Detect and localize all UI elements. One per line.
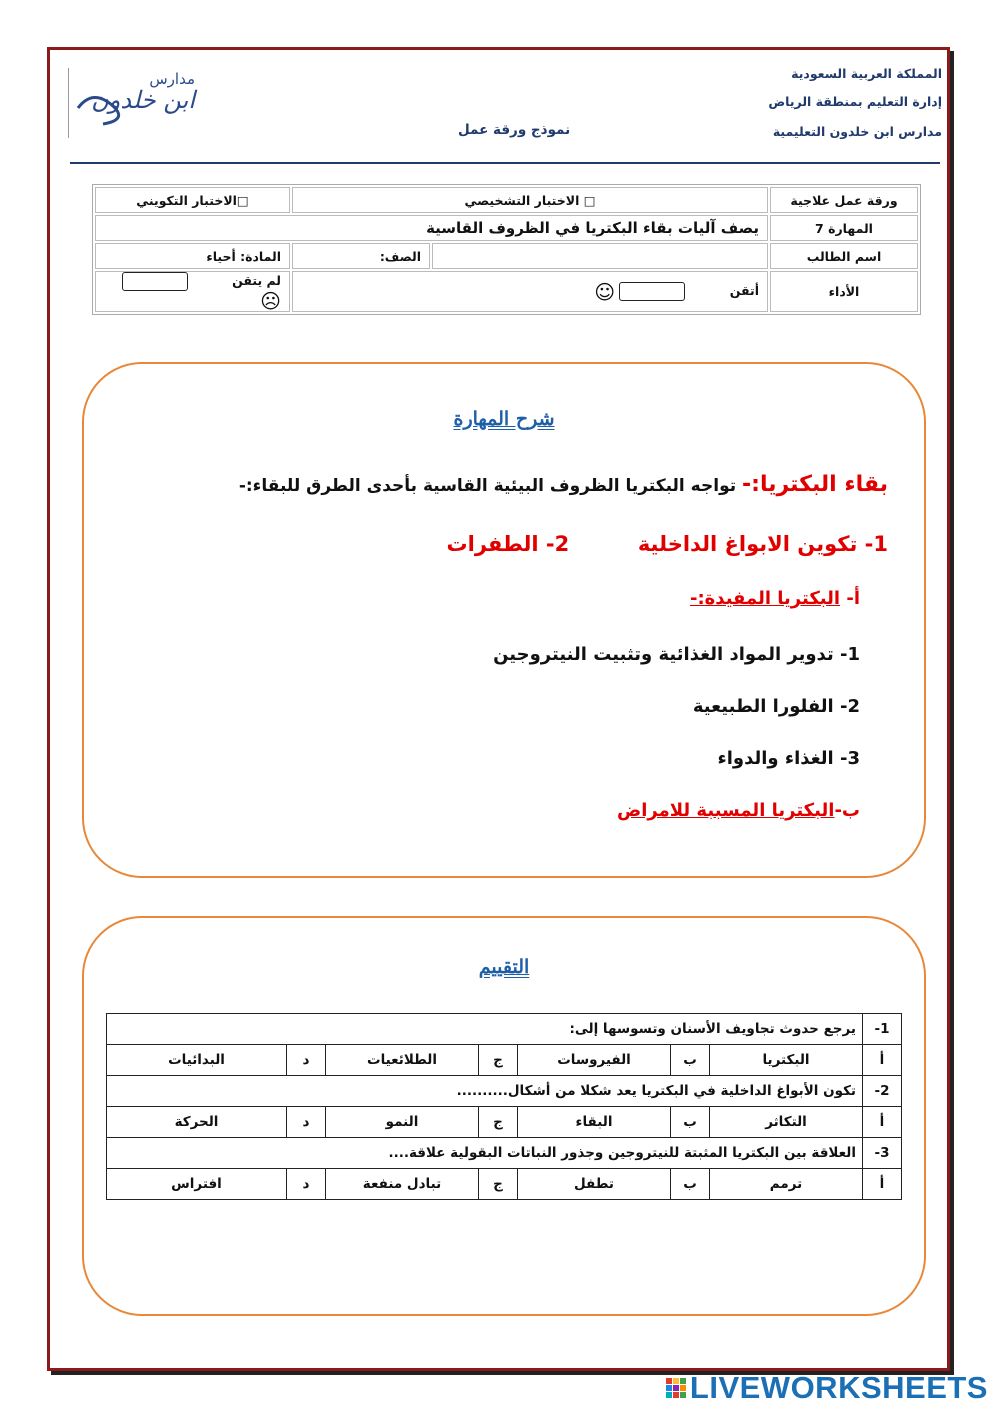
admin-text: إدارة التعليم بمنطقة الرياض xyxy=(768,94,942,109)
mastered-cell: أتقن ☺ xyxy=(292,271,768,312)
doc-title: نموذج ورقة عمل xyxy=(458,122,571,138)
explanation-title: شرح المهارة xyxy=(453,408,555,430)
option-letter: ب xyxy=(671,1169,710,1200)
student-label: اسم الطالب xyxy=(770,243,918,269)
method-2: 2- الطفرات xyxy=(446,532,570,556)
option-letter: د xyxy=(287,1045,326,1076)
option-letter: ج xyxy=(479,1045,518,1076)
question-number: 3- xyxy=(863,1138,902,1169)
beneficial-item-1: 1- تدوير المواد الغذائية وتثبيت النيتروجين xyxy=(493,644,860,665)
school-logo xyxy=(68,68,203,138)
liveworksheets-logo-icon xyxy=(666,1378,686,1398)
question-text: العلاقة بين البكتريا المثبتة للنيتروجين وجذور النباتات البقولية علاقة.... xyxy=(107,1138,863,1169)
diagnostic-option[interactable]: □ الاختبار التشخيصي xyxy=(292,187,768,213)
schools-text: مدارس ابن خلدون التعليمية xyxy=(772,124,942,139)
methods-line xyxy=(447,532,888,556)
formative-option[interactable]: □الاختبار التكويني xyxy=(95,187,290,213)
question-row xyxy=(107,1014,902,1045)
intro-text: تواجه البكتريا الظروف البيئية القاسية بأحدى الطرق للبقاء:- xyxy=(238,476,743,496)
option-c[interactable]: النمو xyxy=(326,1107,479,1138)
option-letter: د xyxy=(287,1107,326,1138)
option-d[interactable]: الحركة xyxy=(107,1107,287,1138)
option-letter: أ xyxy=(863,1107,902,1138)
option-a[interactable]: التكاثر xyxy=(710,1107,863,1138)
performance-label: الأداء xyxy=(770,271,918,312)
option-letter: أ xyxy=(863,1169,902,1200)
question-text: يرجع حدوث تجاويف الأسنان وتسوسها إلى: xyxy=(107,1014,863,1045)
beneficial-heading: أ- البكتريا المفيدة:- xyxy=(690,588,860,609)
beneficial-item-3: 3- الغذاء والدواء xyxy=(717,748,860,769)
info-table xyxy=(92,184,921,315)
not-mastered-cell: لم يتقن ☹ xyxy=(95,271,290,312)
intro-head: بقاء البكتريا:- xyxy=(742,472,888,497)
options-row xyxy=(107,1169,902,1200)
option-a[interactable]: ترمم xyxy=(710,1169,863,1200)
kingdom-text: المملكة العربية السعودية xyxy=(791,66,942,81)
sad-face-icon: ☹ xyxy=(260,289,281,313)
liveworksheets-brand xyxy=(666,1370,988,1406)
skill-label: المهارة 7 xyxy=(770,215,918,241)
option-c[interactable]: تبادل منفعة xyxy=(326,1169,479,1200)
evaluation-title: التقييم xyxy=(478,956,530,978)
question-row xyxy=(107,1138,902,1169)
explanation-panel xyxy=(82,362,926,878)
harmful-heading: ب-البكتريا المسببة للامراض xyxy=(617,800,860,821)
worksheet-type: ورقة عمل علاجية xyxy=(770,187,918,213)
logo-swoosh-icon xyxy=(73,88,133,128)
option-letter: ب xyxy=(671,1045,710,1076)
method-1: 1- تكوين الابواغ الداخلية xyxy=(637,532,888,556)
option-d[interactable]: البدائيات xyxy=(107,1045,287,1076)
option-c[interactable]: الطلائعيات xyxy=(326,1045,479,1076)
option-a[interactable]: البكتريا xyxy=(710,1045,863,1076)
option-b[interactable]: الفيروسات xyxy=(518,1045,671,1076)
logo-line2: ابن خلدون xyxy=(91,86,195,114)
option-letter: د xyxy=(287,1169,326,1200)
skill-text: يصف آليات بقاء البكتريا في الظروف القاسية xyxy=(95,215,768,241)
header-divider xyxy=(70,162,940,164)
question-number: 1- xyxy=(863,1014,902,1045)
option-letter: ج xyxy=(479,1107,518,1138)
questions-table xyxy=(106,1013,902,1200)
question-number: 2- xyxy=(863,1076,902,1107)
question-row xyxy=(107,1076,902,1107)
not-mastered-input-box[interactable] xyxy=(122,272,188,291)
mastered-input-box[interactable] xyxy=(619,282,685,301)
option-b[interactable]: البقاء xyxy=(518,1107,671,1138)
logo-line1: مدارس xyxy=(149,70,195,88)
options-row xyxy=(107,1107,902,1138)
beneficial-item-2: 2- الفلورا الطبيعية xyxy=(692,696,860,717)
option-letter: ج xyxy=(479,1169,518,1200)
intro-line xyxy=(239,472,888,497)
option-b[interactable]: تطفل xyxy=(518,1169,671,1200)
option-letter: ب xyxy=(671,1107,710,1138)
option-letter: أ xyxy=(863,1045,902,1076)
class-field[interactable]: الصف: xyxy=(292,243,430,269)
options-row xyxy=(107,1045,902,1076)
liveworksheets-text: LIVEWORKSHEETS xyxy=(689,1370,988,1405)
subject-field: المادة: أحياء xyxy=(95,243,290,269)
question-text: تكون الأبواغ الداخلية في البكتريا يعد شكلا من أشكال.......... xyxy=(107,1076,863,1107)
student-name-field[interactable] xyxy=(432,243,768,269)
option-d[interactable]: افتراس xyxy=(107,1169,287,1200)
happy-face-icon: ☺ xyxy=(594,279,616,304)
